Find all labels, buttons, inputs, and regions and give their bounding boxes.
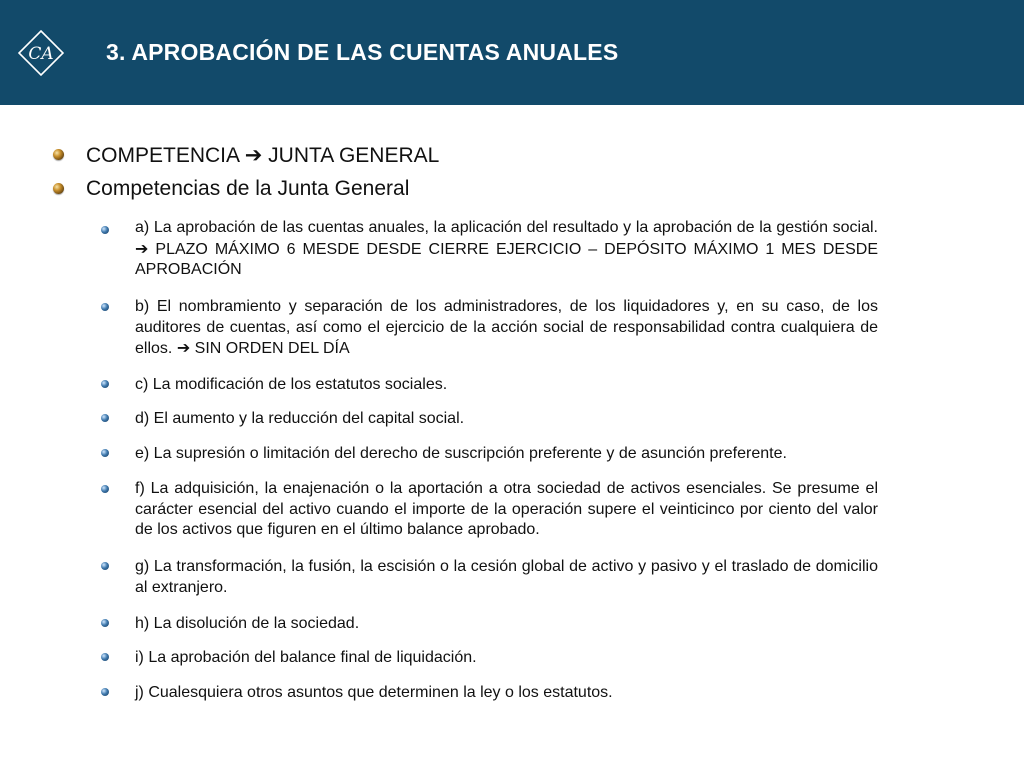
list-item: g) La transformación, la fusión, la escisión o la cesión global de activo y pasivo y el traslado de domicilio al extranjero. — [135, 558, 878, 596]
arrow-right-icon: ➔ — [176, 338, 191, 357]
list-item: i) La aprobación del balance final de liquidación. — [135, 649, 477, 666]
level1-item: Competencias de la Junta General — [86, 177, 410, 200]
header-bar — [0, 0, 1024, 105]
bullet-icon — [101, 380, 109, 388]
list-item: b) El nombramiento y separación de los administradores, de los liquidadores y, en su caso, de los auditores de cuentas, así como el ejercicio de la acción social de responsabilidad contra cualquiera de ellos. ➔ SIN ORDEN DEL DÍA — [135, 298, 878, 357]
list-item: e) La supresión o limitación del derecho de suscripción preferente y de asunción preferente. — [135, 445, 787, 462]
company-logo-icon — [18, 30, 64, 76]
list-item: h) La disolución de la sociedad. — [135, 615, 360, 632]
bullet-icon — [53, 149, 64, 160]
bullet-icon — [101, 688, 109, 696]
bullet-icon — [101, 653, 109, 661]
list-item: a) La aprobación de las cuentas anuales, la aplicación del resultado y la aprobación de la gestión social. ➔ PLAZO MÁXIMO 6 MESDE DESDE CIERRE EJERCICIO – DEPÓSITO MÁXIMO 1 MES DESDE APROBACIÓN — [135, 219, 878, 278]
bullet-icon — [101, 226, 109, 234]
bullet-icon — [101, 449, 109, 457]
list-item: d) El aumento y la reducción del capital social. — [135, 410, 465, 427]
bullet-icon — [101, 303, 109, 311]
logo-text: CA — [28, 44, 54, 64]
list-item: c) La modificación de los estatutos sociales. — [135, 376, 448, 393]
bullet-icon — [101, 485, 109, 493]
arrow-right-icon: ➔ — [135, 238, 149, 258]
bullet-icon — [101, 562, 109, 570]
bullet-icon — [101, 619, 109, 627]
list-item: j) Cualesquiera otros asuntos que determinen la ley o los estatutos. — [135, 684, 613, 701]
bullet-icon — [53, 183, 64, 194]
page-title: 3. APROBACIÓN DE LAS CUENTAS ANUALES — [106, 39, 619, 65]
bullet-icon — [101, 414, 109, 422]
arrow-right-icon: ➔ — [244, 143, 263, 167]
list-item: f) La adquisición, la enajenación o la aportación a otra sociedad de activos esenciales. Se presume el carácter esencial del activo cuando el importe de la operación supere el veinticinco por ciento del valor de los activos que figuren en el último balance aprobado. — [135, 480, 878, 538]
level1-item: COMPETENCIA ➔ JUNTA GENERAL — [86, 143, 440, 167]
